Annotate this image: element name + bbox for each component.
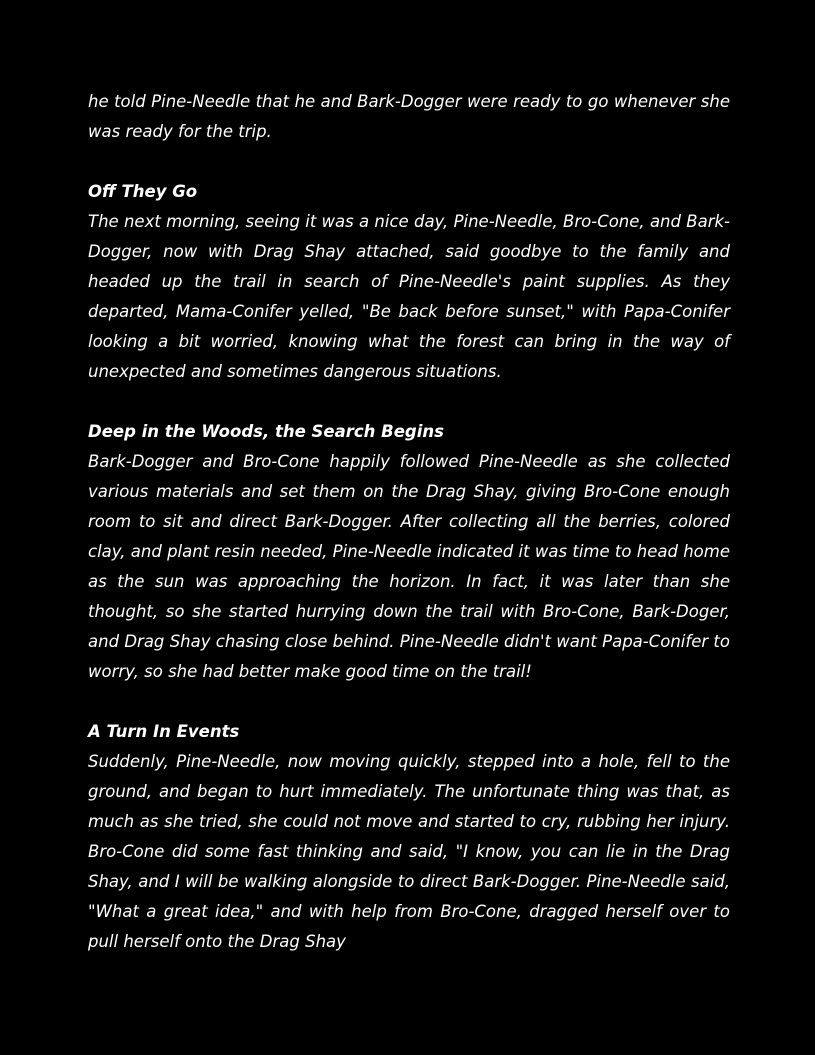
section-gap (88, 147, 730, 177)
section-heading-off-they-go: Off They Go (88, 182, 198, 201)
section-heading-a-turn-in-events: A Turn In Events (88, 722, 240, 741)
document-page (88, 87, 730, 957)
section-body-deep-in-the-woods: Bark-Dogger and Bro-Cone happily followed Pine-Needle as she collected various materials and set them on the Drag Shay, giving Bro-Cone enough room to sit and direct Bark-Dogger. After collecting all the berries, colored clay, and plant resin needed, Pine-Needle indicated it was time to head home as the sun was approaching the horizon. In fact, it was later than she thought, so she started hurrying down the trail with Bro-Cone, Bark-Doger, and Drag Shay chasing close behind. Pine-Needle didn't want Papa-Conifer to worry, so she had better make good time on the trail! (88, 452, 730, 681)
section-gap (88, 687, 730, 717)
section-heading-deep-in-the-woods: Deep in the Woods, the Search Begins (88, 422, 444, 441)
section-body-off-they-go: The next morning, seeing it was a nice day, Pine-Needle, Bro-Cone, and Bark-Dogger, now with Drag Shay attached, said goodbye to the family and headed up the trail in search of Pine-Needle's paint supplies. As they departed, Mama-Conifer yelled, "Be back before sunset," with Papa-Conifer looking a bit worried, knowing what the forest can bring in the way of unexpected and sometimes dangerous situations. (88, 212, 730, 381)
intro-paragraph: he told Pine-Needle that he and Bark-Dogger were ready to go whenever she was ready for the trip. (88, 92, 730, 141)
section-body-a-turn-in-events: Suddenly, Pine-Needle, now moving quickly, stepped into a hole, fell to the ground, and began to hurt immediately. The unfortunate thing was that, as much as she tried, she could not move and started to cry, rubbing her injury. Bro-Cone did some fast thinking and said, "I know, you can lie in the Drag Shay, and I will be walking alongside to direct Bark-Dogger. Pine-Needle said, "What a great idea," and with help from Bro-Cone, dragged herself over to pull herself onto the Drag Shay (88, 752, 730, 951)
section-gap (88, 387, 730, 417)
